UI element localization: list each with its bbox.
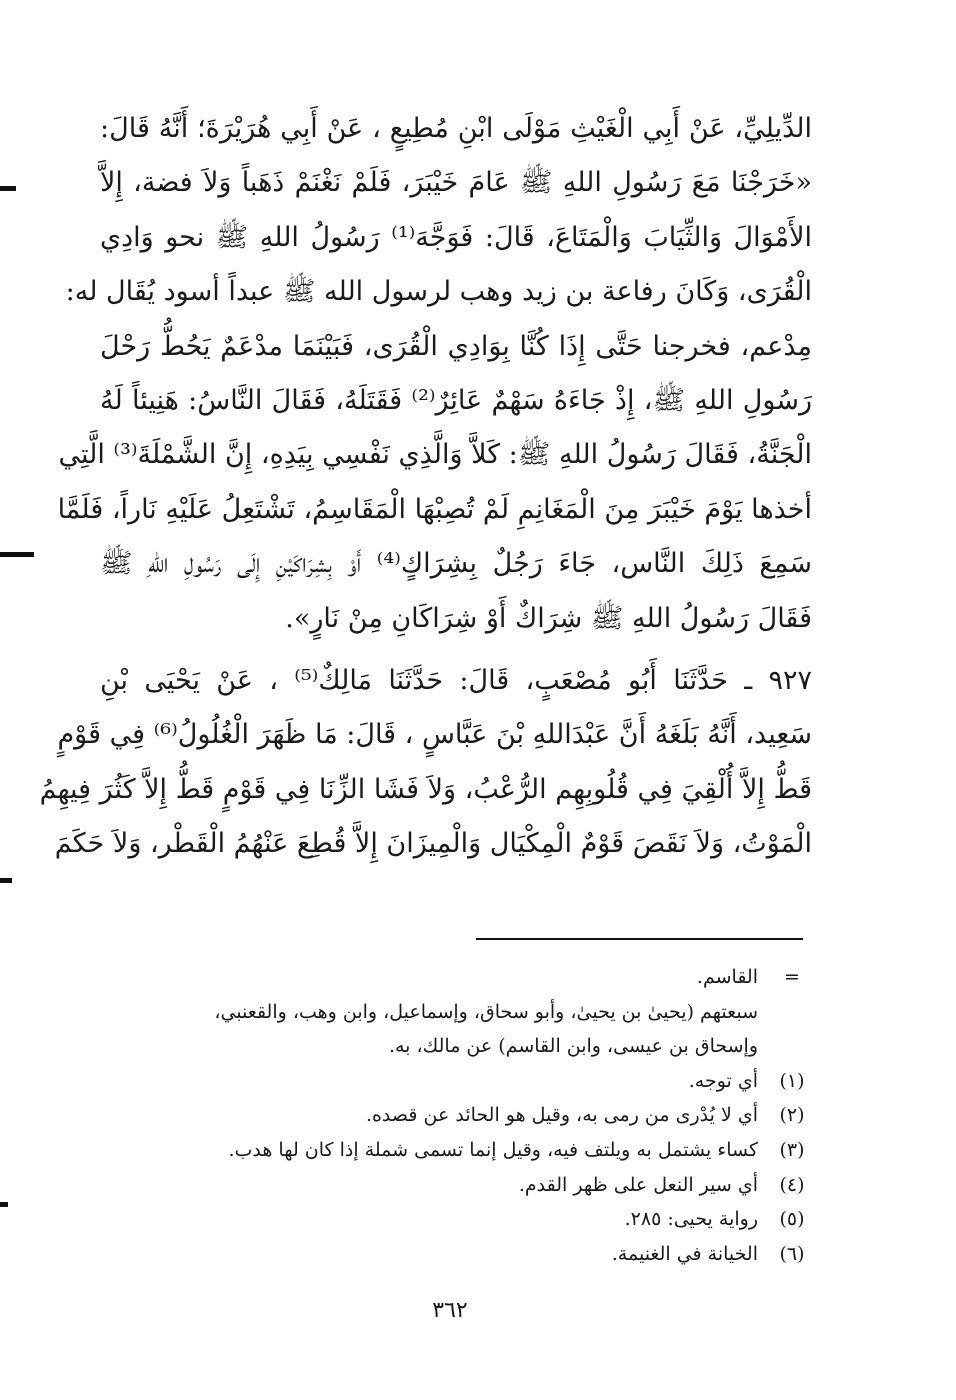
scan-edge-mark — [0, 186, 16, 191]
footnote-item — [100, 1202, 812, 1237]
footnote-item — [100, 1133, 812, 1168]
footnote-text: القاسم. — [696, 966, 758, 988]
footnote-text: أي توجه. — [688, 1069, 758, 1092]
text-line: قَطُّ إِلاَّ أُلْقِيَ فِي قُلُوبِهِم الرُّعْبُ، وَلاَ فَشَا الزِّنَا فِي قَوْمٍ قَطُّ إِلاَّ كَثُرَ فِيهِمُ — [39, 773, 812, 805]
text-line: الدِّيلِيِّ، عَنْ أَبِي الْغَيْثِ مَوْلَى ابْنِ مُطِيعٍ ، عَنْ أَبِي هُرَيْرَةَ؛ أَنَّهُ قَالَ: — [100, 113, 812, 144]
text-line: رَسُولِ اللهِ ﷺ، إِذْ جَاءَهُ سَهْمٌ عَائِرٌ⁽²⁾ فَقَتَلَهُ، فَقَالَ النَّاسُ: هَنِيئاً لَهُ — [100, 384, 812, 416]
footnote-number: (٥) — [779, 1208, 805, 1231]
footnote-number: (١) — [779, 1069, 805, 1092]
hadith-927-line: ٩٢٧ ـ حَدَّثَنَا أَبُو مُصْعَبٍ، قَالَ: حَدَّثَنَا مَالِكٌ⁽⁵⁾ ، عَنْ يَحْيَى بْنِ — [100, 664, 812, 696]
footnote-continuation-line: وإسحاق بن عيسى، وابن القاسم) عن مالك، به. — [388, 1035, 758, 1058]
page-number: ٣٦٢ — [432, 1298, 468, 1323]
scan-edge-mark — [0, 1202, 8, 1207]
footnote-separator — [476, 938, 803, 940]
text-line: الْجَنَّةُ، فَقَالَ رَسُولُ اللهِ ﷺ: كَلاَّ وَالَّذِي نَفْسِي بِيَدِهِ، إِنَّ الشَّمْلَةَ⁽³⁾ الَّتِي — [58, 439, 812, 471]
footnote-number: (٣) — [779, 1138, 805, 1161]
text-line: «خَرَجْنَا مَعَ رَسُولِ اللهِ ﷺ عَامَ خَيْبَرَ، فَلَمْ نَغْنَمْ ذَهَباً وَلاَ فضة، إِلاَّ — [100, 167, 812, 199]
footnote-text: أي سير النعل على ظهر القدم. — [518, 1173, 758, 1196]
footnote-text: كساء يشتمل به ويلتف فيه، وقيل إنما تسمى شملة إذا كان لها هدب. — [228, 1138, 758, 1161]
text-line: مِدْعم، فخرجنا حَتَّى إِذَا كُنَّا بِوَادِي الْقُرَى، فَبَيْنَمَا مدْعَمٌ يَحُطُّ رَحْلَ — [100, 330, 812, 362]
footnote-item — [100, 1168, 812, 1203]
footnote-number: (٦) — [779, 1242, 805, 1265]
footnote-number: (٢) — [779, 1104, 805, 1127]
scan-edge-mark — [0, 552, 34, 557]
footnote-number: (٤) — [779, 1173, 805, 1196]
text-line: فَقَالَ رَسُولُ اللهِ ﷺ شِرَاكٌ أَوْ شِرَاكَانِ مِنْ نَارٍ». — [285, 602, 812, 634]
main-body-text — [39, 102, 812, 871]
footnotes — [100, 960, 812, 1271]
text-line: الْقُرَى، وَكَانَ رفاعة بن زيد وهب لرسول الله ﷺ عبداً أسود يُقَال له: — [65, 276, 812, 308]
footnote-continuation-line: سبعتهم (يحيىٰ بن يحيىٰ، وأبو سحاق، وإسماعيل، وابن وهب، والقعنبي، — [214, 1000, 758, 1023]
footnote-text: الخيانة في الغنيمة. — [611, 1242, 758, 1265]
text-line: سَمِعَ ذَلِكَ النَّاس، جَاءَ رَجُلٌ بِشِرَاكٍ⁽⁴⁾ أَوْ بِشِرَاكَيْنِ إِلَى رَسُولِ اللهِ ﷺ — [100, 548, 812, 580]
text-line: سَعِيد، أَنَّهُ بَلَغَهُ أَنَّ عَبْدَاللهِ بْنَ عَبَّاسٍ ، قَالَ: مَا ظَهَرَ الْغُلُولُ⁽⁶⁾ فِي قَوْمٍ — [57, 719, 812, 751]
text-line: أخذها يَوْمَ خَيْبَرَ مِنَ الْمَغَانِمِ لَمْ تُصِبْهَا الْمَقَاسِمُ، تَشْتَعِلُ عَلَيْهِ نَاراً، فَلَمَّا — [57, 493, 812, 525]
footnote-text: أي لا يُدْرى من رمى به، وقيل هو الحائد عن قصده. — [365, 1104, 758, 1127]
text-line: الْمَوْتُ، وَلاَ نَقَصَ قَوْمٌ الْمِكْيَال وَالْمِيزَانَ إِلاَّ قُطِعَ عَنْهُمُ الْقَطْر، وَلاَ حَكَمَ — [54, 828, 812, 860]
footnote-item — [100, 1098, 812, 1133]
scan-edge-mark — [0, 878, 12, 883]
footnote-continuation — [100, 960, 812, 995]
continuation-mark: = — [784, 966, 800, 988]
footnote-item — [100, 1064, 812, 1099]
text-line: الأَمْوَالَ وَالثِّيَابَ وَالْمَتَاعَ، قَالَ: فَوَجَّهَ⁽¹⁾ رَسُولُ اللهِ ﷺ نحو وَادِي — [100, 221, 812, 253]
footnote-item — [100, 1237, 812, 1272]
footnote-text: رواية يحيى: ٢٨٥. — [624, 1208, 758, 1231]
